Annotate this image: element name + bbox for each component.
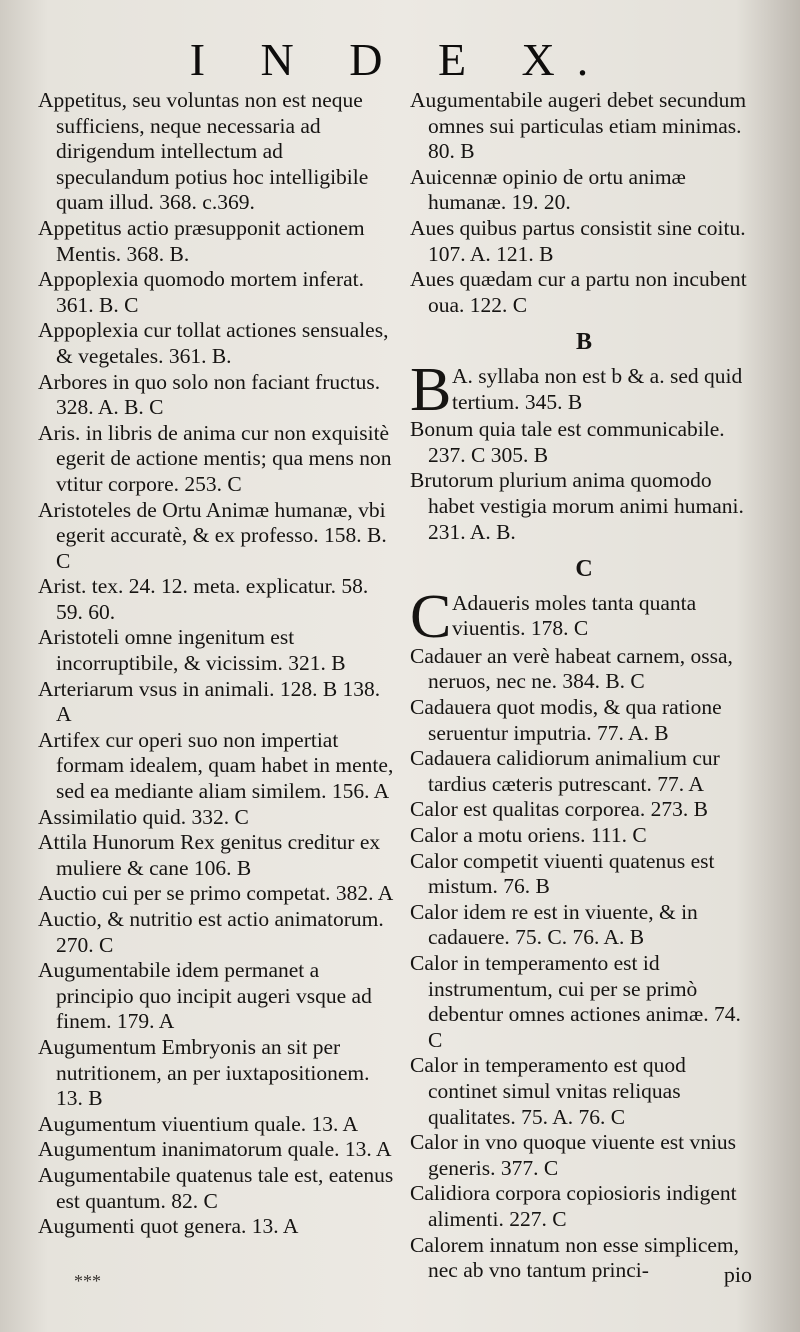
index-entry: Augumentum Embryonis an sit per nutritionem, an per iuxtapositionem. 13. B: [38, 1034, 370, 1111]
index-entry: Aris. in libris de anima cur non exquisitè egerit de actione mentis; qua mens non vtitur corpore. 253. C: [38, 420, 392, 496]
index-entry: Auctio, & nutritio est actio animatorum. 270. C: [38, 907, 384, 957]
index-entry: Aristoteles de Ortu Animæ humanæ, vbi egerit accuratè, & ex professo. 158. B. C: [38, 497, 387, 573]
index-entry: Augumentabile augeri debet secundum omnes sui particulas etiam minimas. 80. B: [410, 88, 747, 164]
index-entry: Calor est qualitas corporea. 273. B: [410, 797, 708, 822]
index-entry: Arbores in quo solo non faciant fructus. 328. A. B. C: [38, 369, 381, 420]
index-entry: Augumentum viuentium quale. 13. A: [38, 1111, 359, 1136]
index-entry: Appoplexia quomodo mortem inferat. 361. B. C: [38, 267, 365, 317]
left-column: [38, 88, 394, 1240]
index-entry: Appetitus, seu voluntas non est neque sufficiens, neque necessaria ad dirigendum intellectum ad speculandum potius hoc intelligibile quam illud. 368. c.369.: [38, 88, 369, 215]
c-entries: [410, 644, 758, 1284]
index-entry: Augumentum inanimatorum quale. 13. A: [38, 1137, 392, 1162]
index-entry: Calor in temperamento est quod continet simul vnitas reliquas qualitates. 75. A. 76. C: [410, 1053, 686, 1129]
page-title: I N D E X.: [189, 34, 611, 85]
index-entry: Cadauera quot modis, & qua ratione seruentur imputria. 77. A. B: [410, 695, 722, 745]
index-entry: Augumentabile idem permanet a principio quo incipit augeri vsque ad finem. 179. A: [38, 958, 372, 1034]
index-entry: Assimilatio quid. 332. C: [38, 804, 249, 829]
index-entry: Calor in vno quoque viuente est vnius generis. 377. C: [410, 1130, 737, 1180]
section-letter-b: B: [575, 329, 592, 356]
drop-cap-b: B: [410, 355, 452, 424]
index-entry: Appoplexia cur tollat actiones sensuales, & vegetales. 361. B.: [38, 318, 389, 368]
index-entry-b-first: [410, 355, 758, 424]
index-entry: Aristoteli omne ingenitum est incorruptibile, & vicissim. 321. B: [38, 625, 346, 676]
index-entry: Appetitus actio præsupponit actionem Mentis. 368. B.: [38, 215, 365, 266]
index-entry: Cadauera calidiorum animalium cur tardius cæteris putrescant. 77. A: [410, 746, 720, 796]
index-entry: Calorem innatum non esse simplicem, nec ab vno tantum princi-: [410, 1232, 740, 1283]
signature-mark: ***: [74, 1271, 101, 1291]
index-entry: Augumentabile quatenus tale est, eatenus est quantum. 82. C: [38, 1162, 394, 1213]
b-entries: [410, 417, 758, 545]
index-entry: Calor idem re est in viuente, & in cadauere. 75. C. 76. A. B: [410, 899, 698, 950]
catchword: pio: [723, 1262, 752, 1287]
index-entry: Brutorum plurium anima quomodo habet vestigia morum animi humani. 231. A. B.: [410, 468, 744, 544]
index-entry-c-first: [410, 582, 758, 651]
index-entry-text: A. syllaba non est b & a. sed quid tertium. 345. B: [452, 363, 743, 414]
index-entry: Aues quibus partus consistit sine coitu. 107. A. 121. B: [410, 215, 746, 266]
drop-cap-c: C: [410, 582, 452, 651]
index-entry: Artifex cur operi suo non impertiat formam idealem, quam habet in mente, sed ea mediante aliam similem. 156. A: [38, 727, 394, 804]
index-entry: Calor a motu oriens. 111. C: [410, 823, 647, 848]
section-letter-c: C: [575, 556, 593, 583]
index-entry: Bonum quia tale est communicabile. 237. C 305. B: [410, 417, 725, 467]
index-entry: Calor competit viuenti quatenus est mistum. 76. B: [410, 848, 715, 899]
index-entry: Cadauer an verè habeat carnem, ossa, neruos, nec ne. 384. B. C: [410, 643, 733, 694]
index-entry: Calidiora corpora copiosioris indigent alimenti. 227. C: [410, 1181, 737, 1231]
index-entry: Aues quædam cur a partu non incubent oua. 122. C: [410, 267, 747, 317]
index-entry: Augumenti quot genera. 13. A: [38, 1214, 299, 1239]
index-entry: Calor in temperamento est id instrumentum, cui per se primò debentur omnes actiones animæ. 74. C: [410, 951, 741, 1052]
a-entries: [410, 88, 758, 318]
index-entry: Auctio cui per se primo competat. 382. A: [38, 881, 394, 906]
index-entry: Auicennæ opinio de ortu animæ humanæ. 19. 20.: [410, 164, 686, 215]
index-entry-text: Adaueris moles tanta quanta viuentis. 178. C: [452, 590, 697, 641]
right-column: [410, 88, 758, 1284]
index-entry: Arteriarum vsus in animali. 128. B 138. A: [38, 676, 381, 727]
index-entry: Arist. tex. 24. 12. meta. explicatur. 58. 59. 60.: [38, 574, 369, 624]
index-entry: Attila Hunorum Rex genitus creditur ex muliere & cane 106. B: [38, 830, 381, 880]
